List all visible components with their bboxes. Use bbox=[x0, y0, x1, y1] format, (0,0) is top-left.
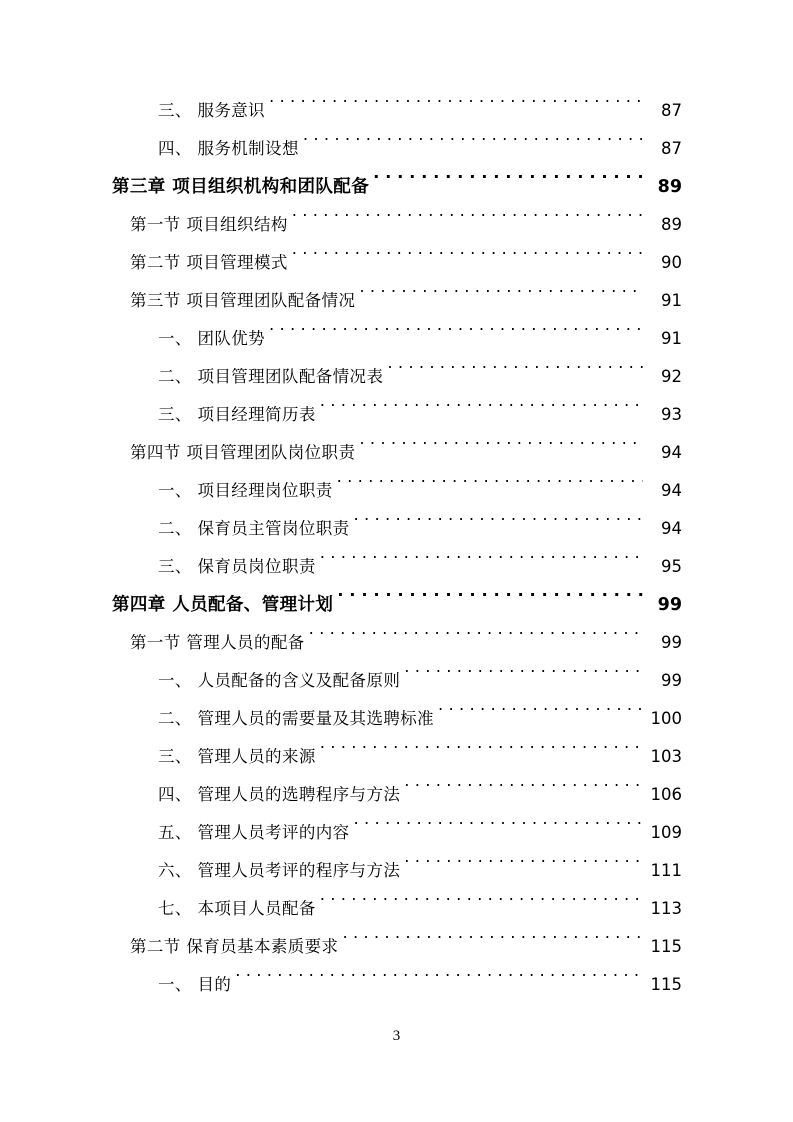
toc-entry[interactable] bbox=[112, 206, 682, 244]
toc-leader-dots bbox=[337, 480, 643, 497]
toc-leader-dots bbox=[404, 860, 643, 877]
toc-entry-label: 第三节 项目管理团队配备情况 bbox=[130, 291, 356, 310]
toc-leader-dots bbox=[320, 556, 643, 573]
toc-page-number: 109 bbox=[650, 823, 682, 842]
toc-entry[interactable] bbox=[112, 700, 682, 738]
toc-page-number: 89 bbox=[657, 177, 682, 197]
toc-entry[interactable] bbox=[112, 928, 682, 966]
toc-leader-dots bbox=[269, 100, 643, 117]
toc-entry-label: 一、 目的 bbox=[158, 975, 232, 994]
toc-entry-label: 三、 保育员岗位职责 bbox=[158, 557, 316, 576]
toc-entry[interactable] bbox=[112, 852, 682, 890]
toc-leader-dots bbox=[373, 175, 643, 193]
toc-entry[interactable] bbox=[112, 510, 682, 548]
toc-page-number: 99 bbox=[661, 633, 682, 652]
toc-entry-label: 五、 管理人员考评的内容 bbox=[158, 823, 350, 842]
toc-entry[interactable] bbox=[112, 662, 682, 700]
toc-entry-label: 三、 项目经理简历表 bbox=[158, 405, 316, 424]
toc-entry[interactable] bbox=[112, 624, 682, 662]
toc-entry-label: 第三章 项目组织机构和团队配备 bbox=[112, 177, 370, 197]
toc-page-number: 103 bbox=[650, 747, 682, 766]
toc-entry[interactable] bbox=[112, 814, 682, 852]
toc-entry[interactable] bbox=[112, 396, 682, 434]
toc-page-number: 94 bbox=[661, 519, 682, 538]
toc-page-number: 111 bbox=[650, 861, 682, 880]
page-number: 3 bbox=[392, 1028, 401, 1044]
toc-leader-dots bbox=[387, 366, 643, 383]
toc-leader-dots bbox=[404, 670, 643, 687]
toc-leader-dots bbox=[404, 784, 643, 801]
toc-entry-label: 二、 管理人员的需要量及其选聘标准 bbox=[158, 709, 435, 728]
toc-leader-dots bbox=[269, 328, 643, 345]
toc-page-number: 92 bbox=[661, 367, 682, 386]
toc-entry[interactable] bbox=[112, 776, 682, 814]
toc-entry[interactable] bbox=[112, 472, 682, 510]
toc-entry-label: 一、 人员配备的含义及配备原则 bbox=[158, 671, 401, 690]
toc-entry-label: 三、 服务意识 bbox=[158, 101, 266, 120]
toc-page-number: 91 bbox=[661, 329, 682, 348]
toc-leader-dots bbox=[292, 252, 643, 269]
toc-leader-dots bbox=[359, 442, 643, 459]
toc-page-number: 94 bbox=[661, 443, 682, 462]
toc-page-number: 115 bbox=[650, 975, 682, 994]
toc-entry[interactable] bbox=[112, 434, 682, 472]
toc-leader-dots bbox=[359, 290, 643, 307]
toc-leader-dots bbox=[292, 214, 643, 231]
toc-leader-dots bbox=[309, 632, 643, 649]
toc-leader-dots bbox=[342, 936, 643, 953]
toc-page-number: 94 bbox=[661, 481, 682, 500]
toc-entry-label: 第二节 保育员基本素质要求 bbox=[130, 937, 339, 956]
toc-page-number: 93 bbox=[661, 405, 682, 424]
toc-entry[interactable] bbox=[112, 890, 682, 928]
toc-page-number: 115 bbox=[650, 937, 682, 956]
toc-entry[interactable] bbox=[112, 92, 682, 130]
toc-entry[interactable] bbox=[112, 130, 682, 168]
toc-page-number: 106 bbox=[650, 785, 682, 804]
toc-entry-label: 一、 项目经理岗位职责 bbox=[158, 481, 333, 500]
toc-entry[interactable] bbox=[112, 586, 682, 624]
toc-leader-dots bbox=[438, 708, 643, 725]
toc-entry[interactable] bbox=[112, 738, 682, 776]
toc-entry-label: 二、 项目管理团队配备情况表 bbox=[158, 367, 384, 386]
table-of-contents bbox=[112, 92, 682, 1004]
toc-page-number: 87 bbox=[661, 101, 682, 120]
toc-page-number: 90 bbox=[661, 253, 682, 272]
toc-page-number: 99 bbox=[657, 595, 682, 615]
toc-entry-label: 第一节 项目组织结构 bbox=[130, 215, 288, 234]
toc-entry-label: 第四章 人员配备、管理计划 bbox=[112, 595, 334, 615]
toc-page-number: 113 bbox=[650, 899, 682, 918]
toc-entry-label: 七、 本项目人员配备 bbox=[158, 899, 316, 918]
toc-page-number: 99 bbox=[661, 671, 682, 690]
toc-entry[interactable] bbox=[112, 548, 682, 586]
toc-entry[interactable] bbox=[112, 282, 682, 320]
toc-leader-dots bbox=[235, 974, 643, 991]
toc-leader-dots bbox=[320, 404, 643, 421]
toc-entry[interactable] bbox=[112, 244, 682, 282]
toc-leader-dots bbox=[354, 822, 643, 839]
toc-entry-label: 第四节 项目管理团队岗位职责 bbox=[130, 443, 356, 462]
toc-leader-dots bbox=[337, 593, 643, 611]
toc-leader-dots bbox=[303, 138, 643, 155]
toc-entry-label: 第二节 项目管理模式 bbox=[130, 253, 288, 272]
toc-page-number: 87 bbox=[661, 139, 682, 158]
toc-entry[interactable] bbox=[112, 358, 682, 396]
toc-page-number: 91 bbox=[661, 291, 682, 310]
toc-entry-label: 四、 管理人员的选聘程序与方法 bbox=[158, 785, 401, 804]
toc-page-number: 95 bbox=[661, 557, 682, 576]
toc-entry-label: 四、 服务机制设想 bbox=[158, 139, 299, 158]
toc-page-number: 100 bbox=[650, 709, 682, 728]
toc-entry-label: 三、 管理人员的来源 bbox=[158, 747, 316, 766]
toc-entry-label: 六、 管理人员考评的程序与方法 bbox=[158, 861, 401, 880]
toc-leader-dots bbox=[320, 898, 643, 915]
toc-page-number: 89 bbox=[661, 215, 682, 234]
toc-entry[interactable] bbox=[112, 320, 682, 358]
toc-entry-label: 二、 保育员主管岗位职责 bbox=[158, 519, 350, 538]
toc-entry-label: 第一节 管理人员的配备 bbox=[130, 633, 305, 652]
toc-leader-dots bbox=[320, 746, 643, 763]
toc-entry-label: 一、 团队优势 bbox=[158, 329, 266, 348]
toc-entry[interactable] bbox=[112, 966, 682, 1004]
toc-entry[interactable] bbox=[112, 168, 682, 206]
toc-leader-dots bbox=[354, 518, 643, 535]
